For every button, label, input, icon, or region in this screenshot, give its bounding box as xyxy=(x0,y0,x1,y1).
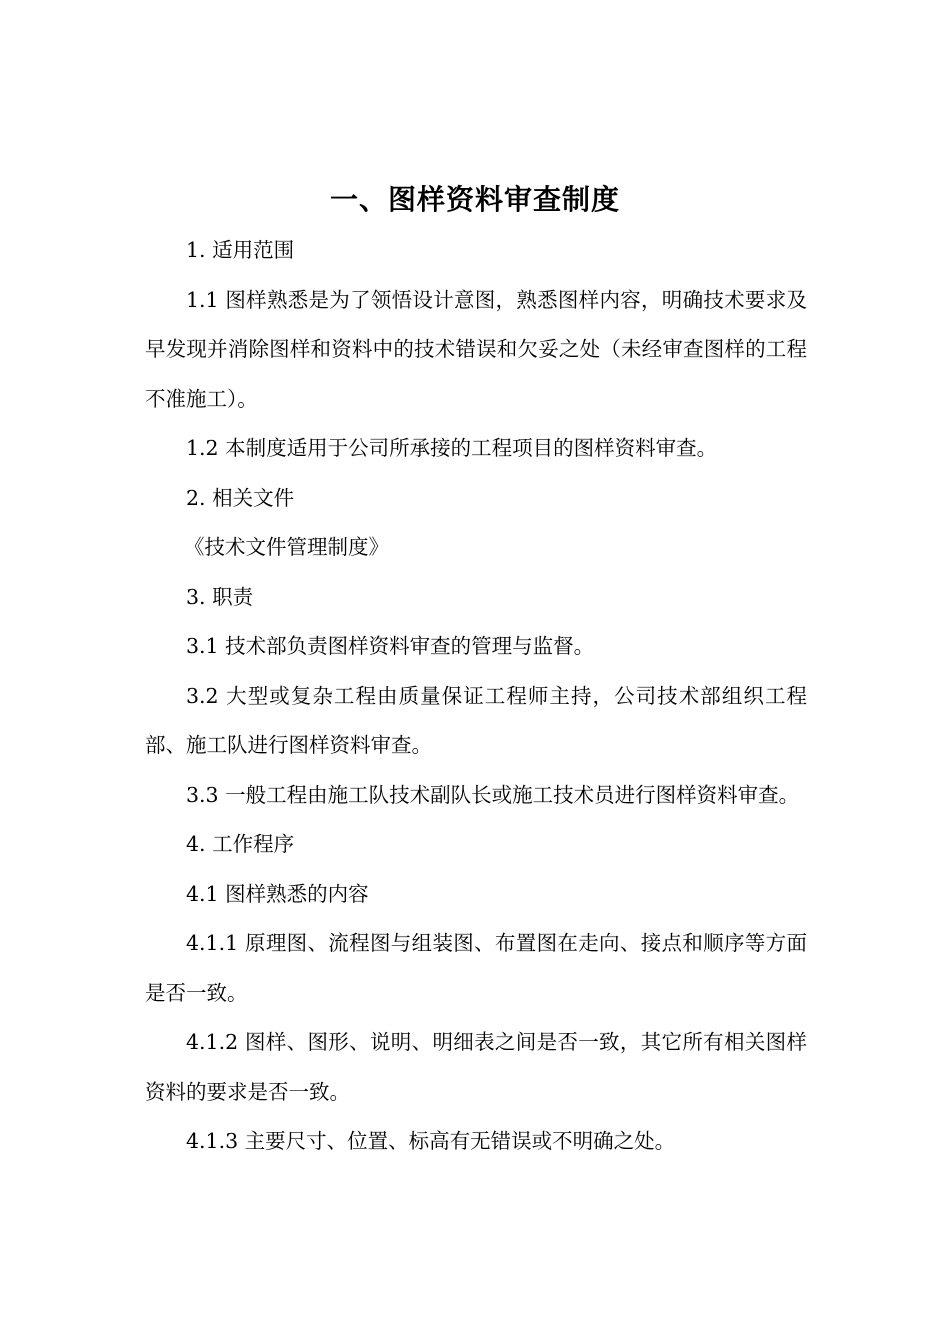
paragraph-4-1-3: 4.1.3 主要尺寸、位置、标高有无错误或不明确之处。 xyxy=(186,1129,676,1153)
heading-related-docs: 2. 相关文件 xyxy=(186,485,295,510)
paragraph-3-3: 3.3 一般工程由施工队技术副队长或施工技术员进行图样资料审查。 xyxy=(186,782,800,807)
paragraph-4-1-2: 4.1.2 图样、图形、说明、明细表之间是否一致，其它所有相关图样资料的要求是否一致。 xyxy=(145,1030,807,1104)
paragraph-3-1: 3.1 技术部负责图样资料审查的管理与监督。 xyxy=(186,634,595,658)
paragraph-1-1: 1.1 图样熟悉是为了领悟设计意图，熟悉图样内容，明确技术要求及早发现并消除图样和资料中的技术错误和欠妥之处（未经审查图样的工程不准施工）。 xyxy=(145,287,807,411)
document-body xyxy=(145,226,807,1167)
paragraph-4-1-1: 4.1.1 原理图、流程图与组装图、布置图在走向、接点和顺序等方面是否一致。 xyxy=(145,931,807,1005)
heading-scope: 1. 适用范围 xyxy=(186,238,295,262)
heading-work-procedure: 4. 工作程序 xyxy=(186,832,295,856)
related-doc-reference: 《技术文件管理制度》 xyxy=(184,535,389,559)
heading-responsibilities: 3. 职责 xyxy=(186,584,254,609)
paragraph-1-2: 1.2 本制度适用于公司所承接的工程项目的图样资料审查。 xyxy=(186,436,718,460)
document-title: 一、图样资料审查制度 xyxy=(329,183,620,216)
paragraph-4-1: 4.1 图样熟悉的内容 xyxy=(186,881,369,906)
paragraph-3-2: 3.2 大型或复杂工程由质量保证工程师主持，公司技术部组织工程部、施工队进行图样资料审查。 xyxy=(145,683,807,757)
